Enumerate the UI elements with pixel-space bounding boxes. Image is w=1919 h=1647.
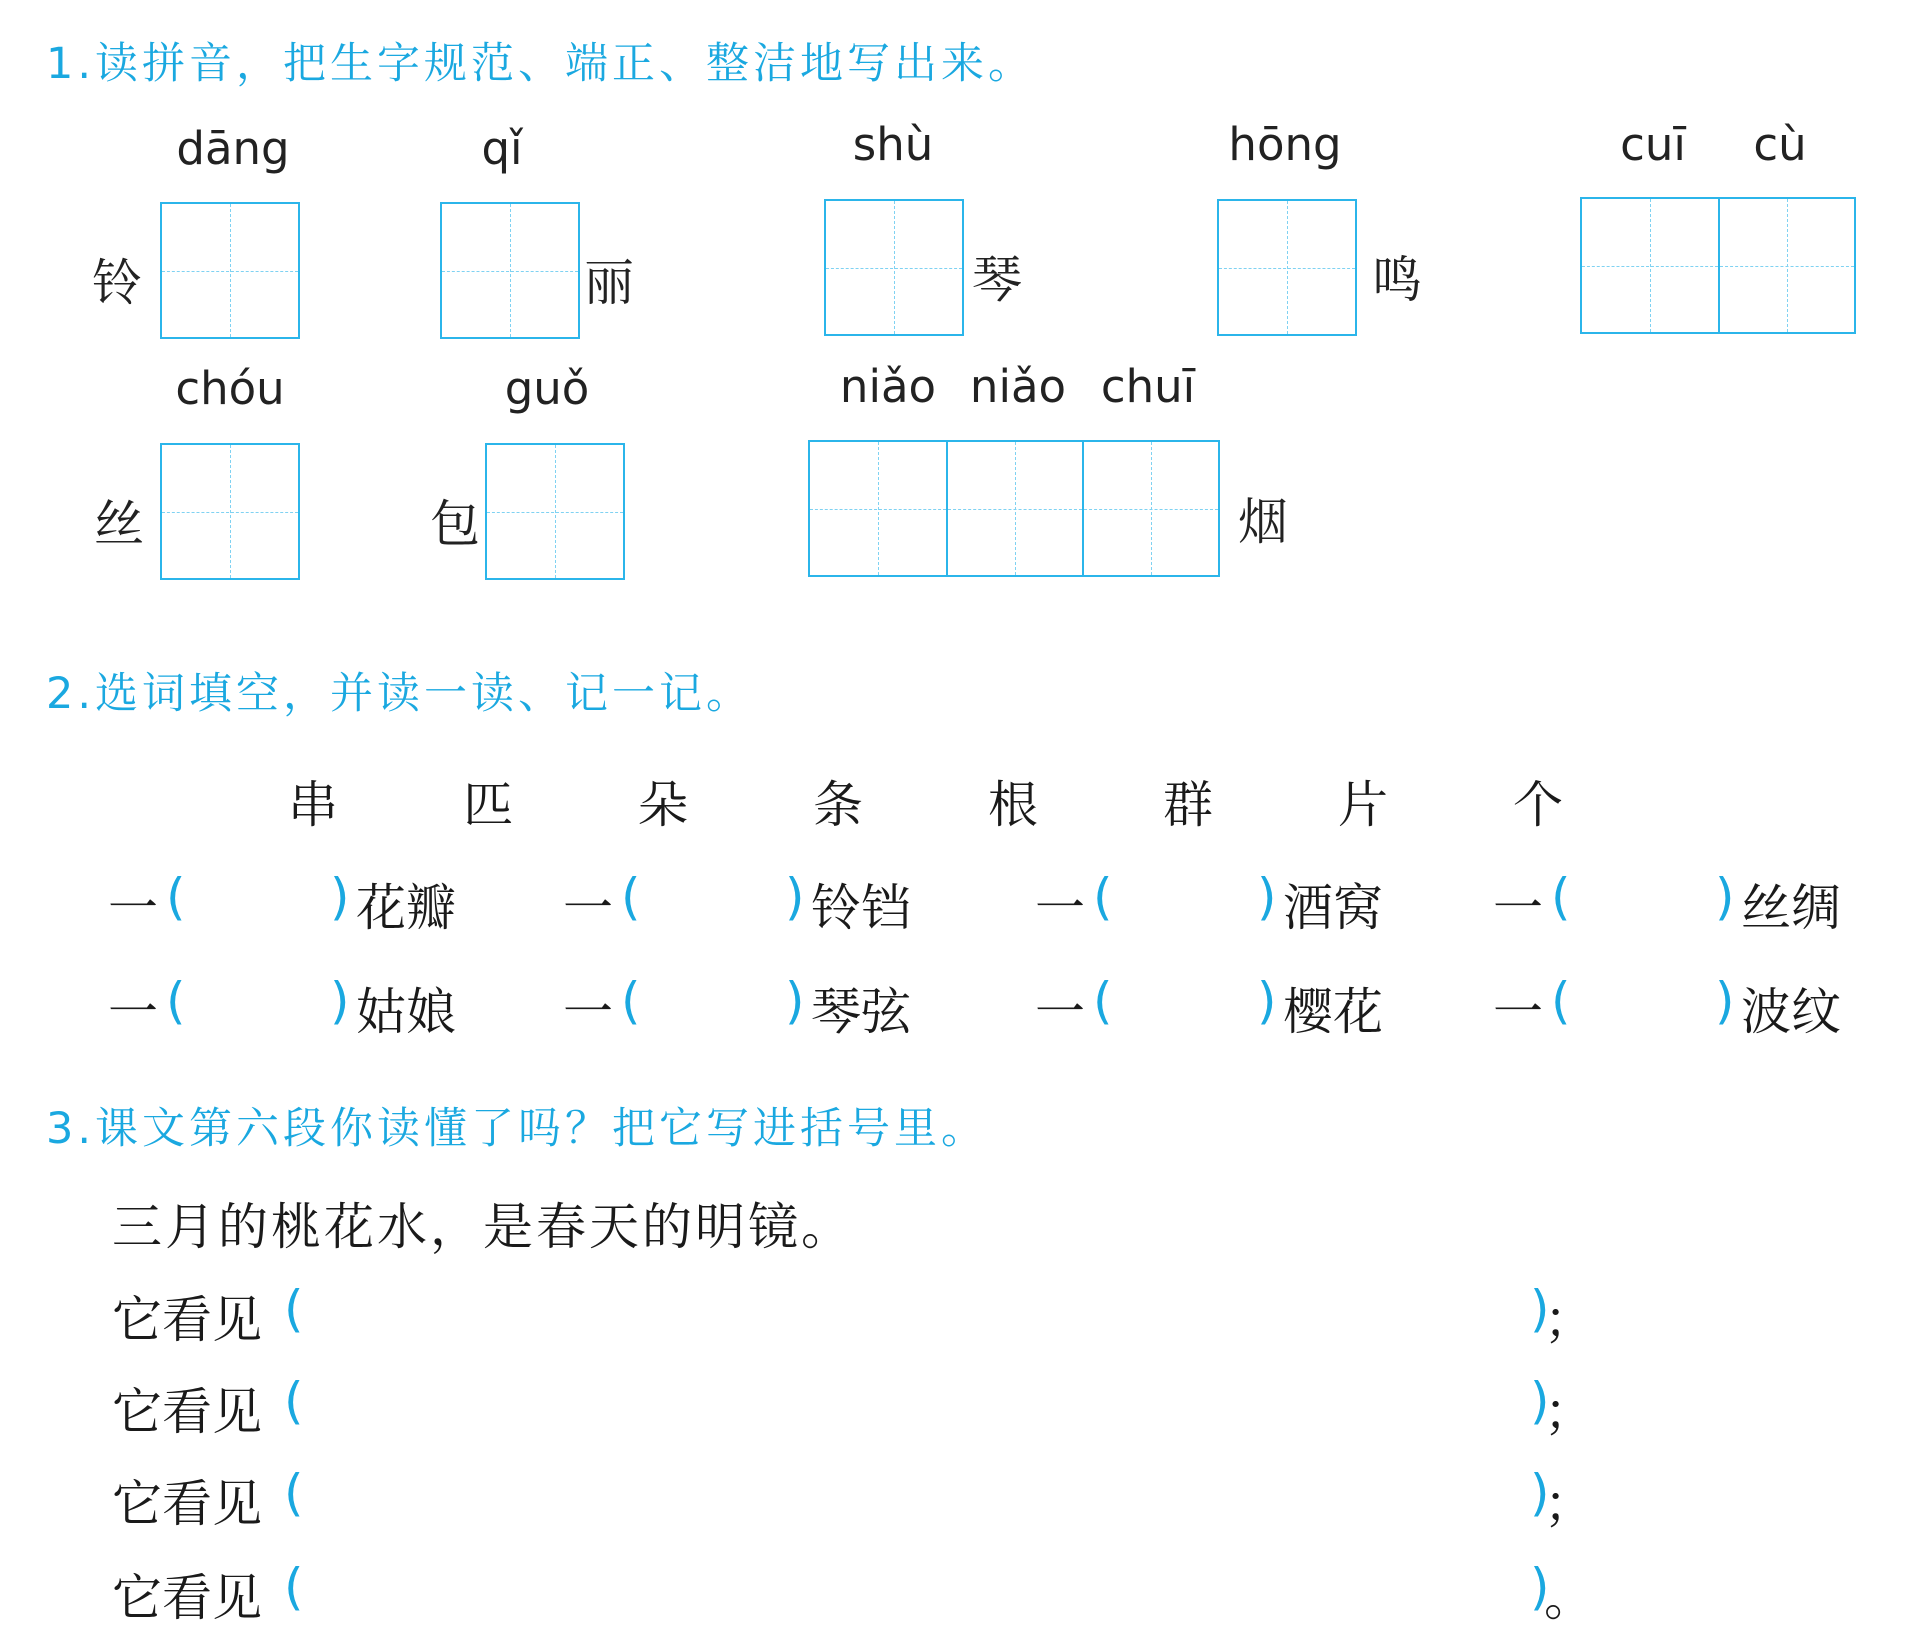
section-1-heading: 1.读拼音，把生字规范、端正、整洁地写出来。 <box>46 39 1036 89</box>
answer-line[interactable]: 它看见 ( ) 。 <box>112 1558 1594 1627</box>
given-character: 铃 <box>92 254 142 312</box>
writing-grid[interactable] <box>1580 197 1856 334</box>
pinyin-label: dāng <box>176 122 290 175</box>
writing-grid[interactable] <box>160 202 300 339</box>
fill-blank-item[interactable]: 一 ( ) 姑娘 <box>108 972 456 1041</box>
pinyin-label: cù <box>1753 118 1807 171</box>
measure-word: 个 <box>1513 776 1563 834</box>
fill-blank-item[interactable]: 一 ( ) 花瓣 <box>108 868 456 937</box>
fill-blank-item[interactable]: 一 ( ) 樱花 <box>1035 972 1383 1041</box>
answer-line[interactable]: 它看见 ( ) ； <box>112 1372 1594 1441</box>
measure-word: 群 <box>1163 776 1213 834</box>
fill-blank-item[interactable]: 一 ( ) 波纹 <box>1493 972 1841 1041</box>
measure-word: 根 <box>988 776 1038 834</box>
writing-grid[interactable] <box>160 443 300 580</box>
measure-word: 条 <box>813 776 863 834</box>
measure-word: 朵 <box>638 776 688 834</box>
pinyin-label: niǎo <box>839 360 937 413</box>
fill-blank-item[interactable]: 一 ( ) 铃铛 <box>563 868 911 937</box>
writing-grid[interactable] <box>824 199 964 336</box>
given-character: 丽 <box>584 254 634 312</box>
writing-grid[interactable] <box>1217 199 1357 336</box>
pinyin-label: qǐ <box>481 122 523 175</box>
fill-blank-item[interactable]: 一 ( ) 酒窝 <box>1035 868 1383 937</box>
given-character: 鸣 <box>1372 251 1422 309</box>
answer-line[interactable]: 它看见 ( ) ； <box>112 1280 1594 1349</box>
section-3-heading: 3.课文第六段你读懂了吗？把它写进括号里。 <box>46 1104 989 1154</box>
fill-blank-item[interactable]: 一 ( ) 琴弦 <box>563 972 911 1041</box>
section-2-heading: 2.选词填空，并读一读、记一记。 <box>46 669 754 719</box>
measure-word: 匹 <box>463 776 513 834</box>
given-character: 丝 <box>94 495 144 553</box>
pinyin-label: shù <box>852 118 934 171</box>
answer-line[interactable]: 它看见 ( ) ； <box>112 1464 1594 1533</box>
pinyin-label: guǒ <box>504 362 590 415</box>
writing-grid[interactable] <box>485 443 625 580</box>
writing-grid[interactable] <box>440 202 580 339</box>
measure-word: 片 <box>1338 776 1388 834</box>
measure-word: 串 <box>288 776 338 834</box>
pinyin-label: hōng <box>1228 118 1342 171</box>
pinyin-label: chuī <box>1100 360 1196 413</box>
writing-grid[interactable] <box>808 440 1220 577</box>
pinyin-label: cuī <box>1620 118 1686 171</box>
given-character: 琴 <box>972 251 1022 309</box>
given-character: 包 <box>430 495 480 553</box>
fill-blank-item[interactable]: 一 ( ) 丝绸 <box>1493 868 1841 937</box>
pinyin-label: chóu <box>175 362 285 415</box>
given-character: 烟 <box>1238 493 1288 551</box>
given-sentence: 三月的桃花水，是春天的明镜。 <box>112 1198 854 1256</box>
pinyin-label: niǎo <box>969 360 1067 413</box>
